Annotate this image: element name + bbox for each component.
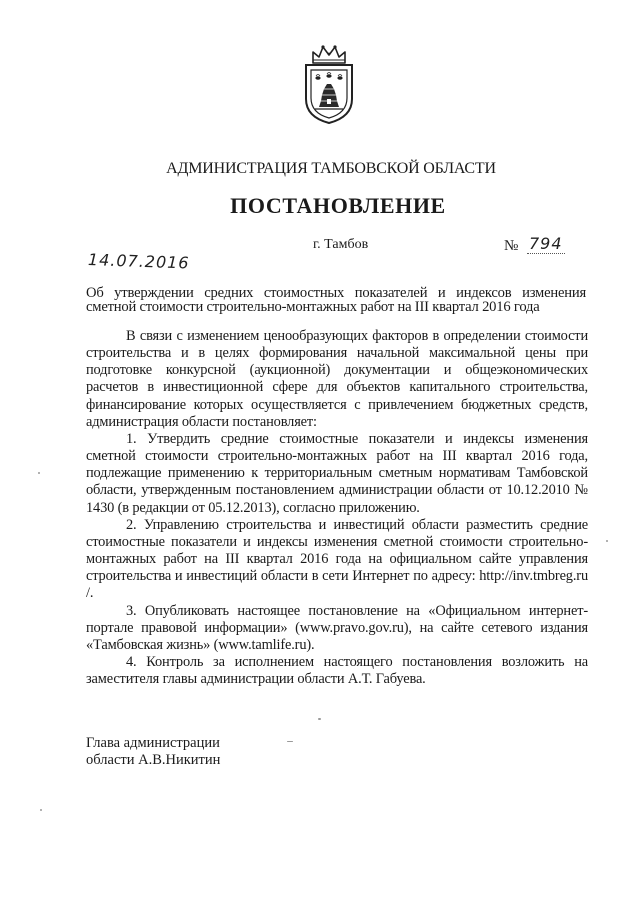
scan-speck — [287, 741, 293, 742]
document-body — [86, 328, 588, 688]
document-type-title: ПОСТАНОВЛЕНИЕ — [230, 193, 446, 218]
document-subject: Об утверждении средних стоимостных показателей и индексов изменения сметной стоимости строительно-монтажных работ на III квартал 2016 года — [86, 285, 586, 315]
clause-4: 4. Контроль за исполнением настоящего постановления возложить на заместителя главы администрации области А.Т. Габуева. — [86, 653, 588, 688]
signature-line-2: области А.В.Никитин — [86, 752, 221, 768]
signature-line-1: Глава администрации — [86, 735, 220, 751]
clause-2: 2. Управлению строительства и инвестиций области разместить средние стоимостные показатели и индексы изменения сметной стоимости строительно-монтажных работ на III квартал 2016 года на официальном сайте управления строительства и инвестиций области в сети Интернет по адресу: http://inv.tmbreg.ru /. — [86, 516, 588, 602]
scan-speck — [40, 809, 42, 811]
document-date-handwritten: 14.07.2016 — [87, 250, 190, 273]
scan-speck — [318, 718, 321, 720]
coat-of-arms-icon — [301, 43, 357, 125]
document-number-label: № — [504, 238, 519, 254]
scan-speck — [606, 540, 608, 542]
clause-1: 1. Утвердить средние стоимостные показатели и индексы изменения сметной стоимости строительно-монтажных работ на III квартал 2016 года, подлежащие применению к территориальным сметным нормативам Тамбовской области, утвержденным постановлением администрации области от 10.12.2010 № 1430 (в редакции от 05.12.2013), согласно приложению. — [86, 430, 588, 516]
scan-speck — [38, 472, 40, 474]
document-number-handwritten: 794 — [529, 234, 563, 253]
preamble-paragraph: В связи с изменением ценообразующих факторов в определении стоимости строительства и в целях формирования начальной максимальной цены при подготовке конкурсной (аукционной) документации и общеэкономических расчетов в инвестиционной сфере для объектов капитального строительства, финансирование которых осуществляется с привлечением бюджетных средств, администрация области постановляет: — [86, 328, 588, 430]
organization-name: АДМИНИСТРАЦИЯ ТАМБОВСКОЙ ОБЛАСТИ — [166, 160, 496, 177]
clause-3: 3. Опубликовать настоящее постановление на «Официальном интернет-портале правовой информации» (www.pravo.gov.ru), на сайте сетевого издания «Тамбовская жизнь» (www.tamlife.ru). — [86, 602, 588, 653]
document-city: г. Тамбов — [313, 237, 369, 252]
signature-block — [86, 735, 220, 769]
